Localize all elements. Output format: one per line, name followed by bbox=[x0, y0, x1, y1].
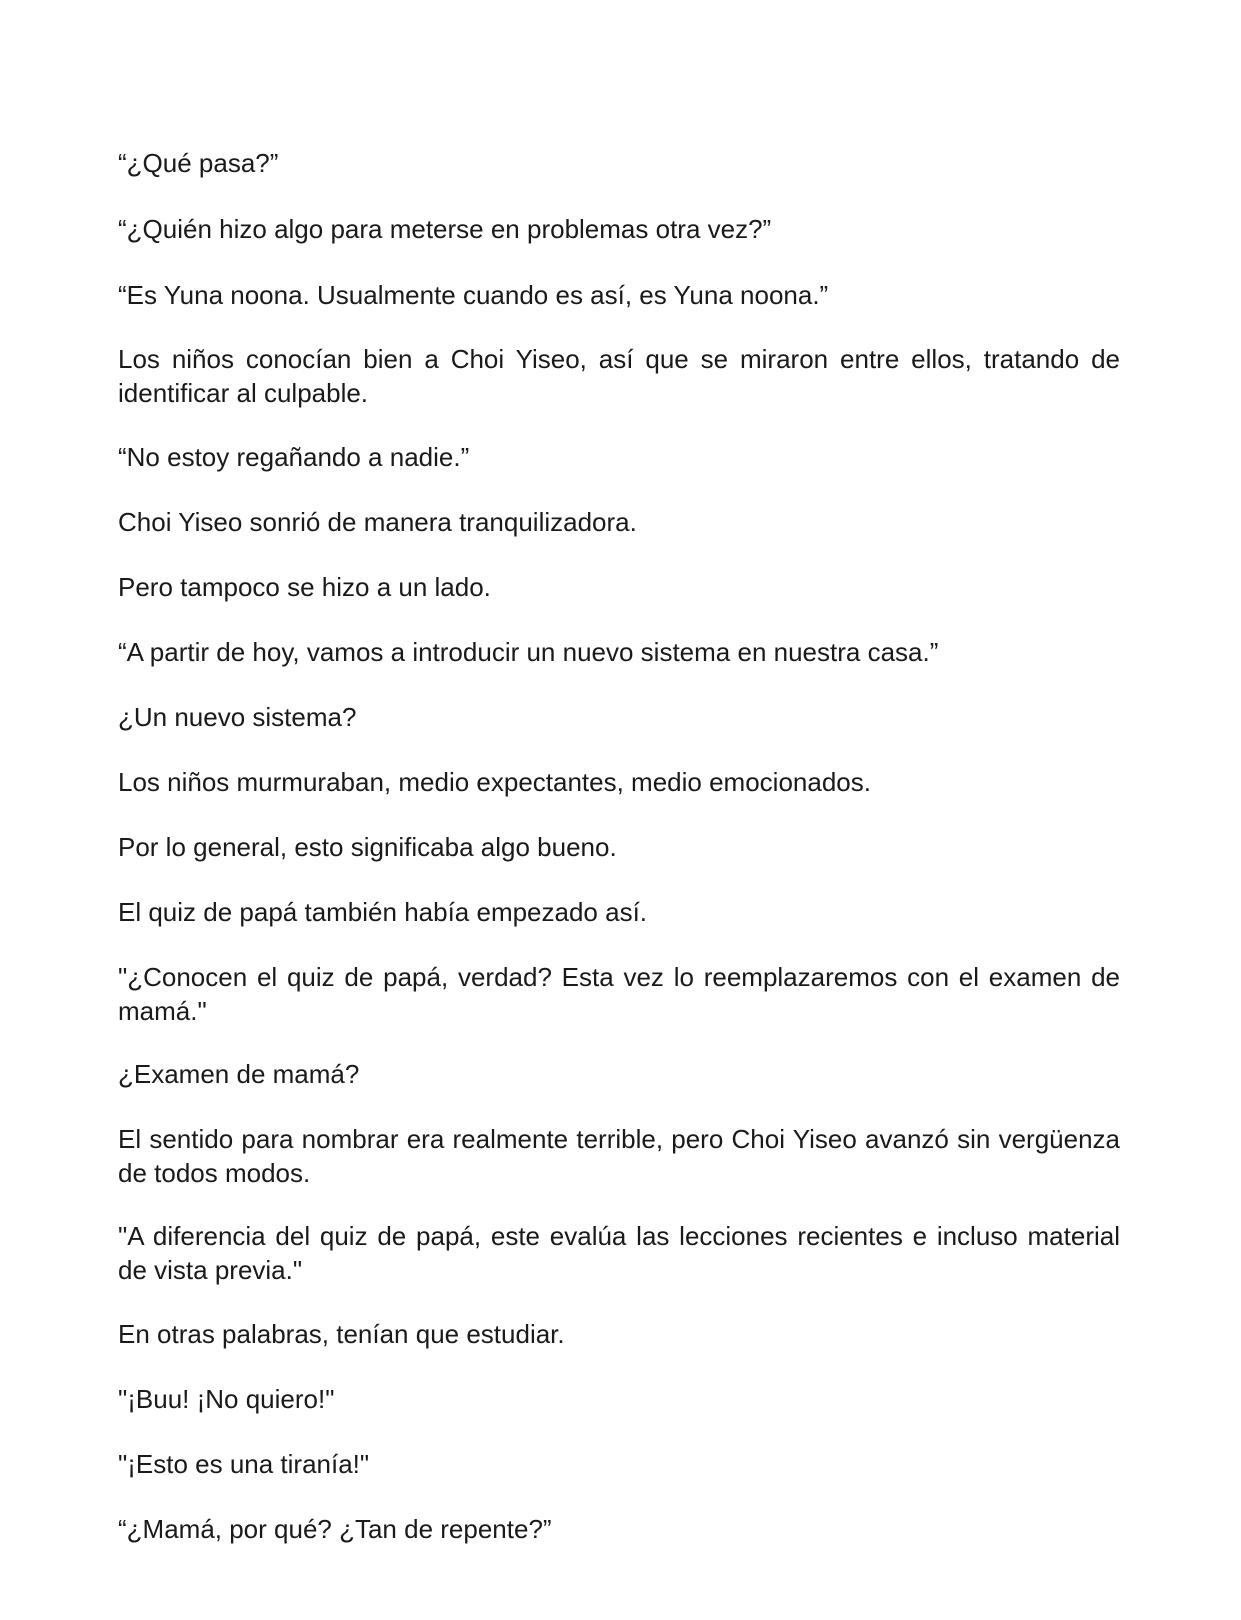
paragraph-15: El sentido para nombrar era realmente terrible, pero Choi Yiseo avanzó sin vergüenza de todos modos. bbox=[118, 1124, 1120, 1188]
paragraph-16: "A diferencia del quiz de papá, este evalúa las lecciones recientes e incluso material de vista previa." bbox=[118, 1221, 1120, 1285]
paragraph-1: “¿Qué pasa?” bbox=[118, 148, 279, 178]
paragraph-17: En otras palabras, tenían que estudiar. bbox=[118, 1319, 565, 1349]
paragraph-19: "¡Esto es una tiranía!" bbox=[118, 1449, 370, 1479]
paragraph-7: Pero tampoco se hizo a un lado. bbox=[118, 572, 491, 602]
paragraph-10: Los niños murmuraban, medio expectantes, medio emocionados. bbox=[118, 767, 871, 797]
paragraph-14: ¿Examen de mamá? bbox=[118, 1059, 360, 1089]
paragraph-5: “No estoy regañando a nadie.” bbox=[118, 442, 470, 472]
paragraph-9: ¿Un nuevo sistema? bbox=[118, 702, 357, 732]
paragraph-18: "¡Buu! ¡No quiero!" bbox=[118, 1384, 335, 1414]
paragraph-11: Por lo general, esto significaba algo bueno. bbox=[118, 832, 617, 862]
paragraph-2: “¿Quién hizo algo para meterse en problemas otra vez?” bbox=[118, 214, 772, 244]
paragraph-13: "¿Conocen el quiz de papá, verdad? Esta vez lo reemplazaremos con el examen de mamá." bbox=[118, 962, 1120, 1026]
paragraph-12: El quiz de papá también había empezado así. bbox=[118, 897, 648, 927]
paragraph-6: Choi Yiseo sonrió de manera tranquilizadora. bbox=[118, 507, 637, 537]
paragraph-4: Los niños conocían bien a Choi Yiseo, así que se miraron entre ellos, tratando de identificar al culpable. bbox=[118, 344, 1120, 408]
paragraph-3: “Es Yuna noona. Usualmente cuando es así, es Yuna noona.” bbox=[118, 280, 829, 310]
paragraph-20: “¿Mamá, por qué? ¿Tan de repente?” bbox=[118, 1514, 552, 1544]
paragraph-8: “A partir de hoy, vamos a introducir un nuevo sistema en nuestra casa.” bbox=[118, 637, 939, 667]
